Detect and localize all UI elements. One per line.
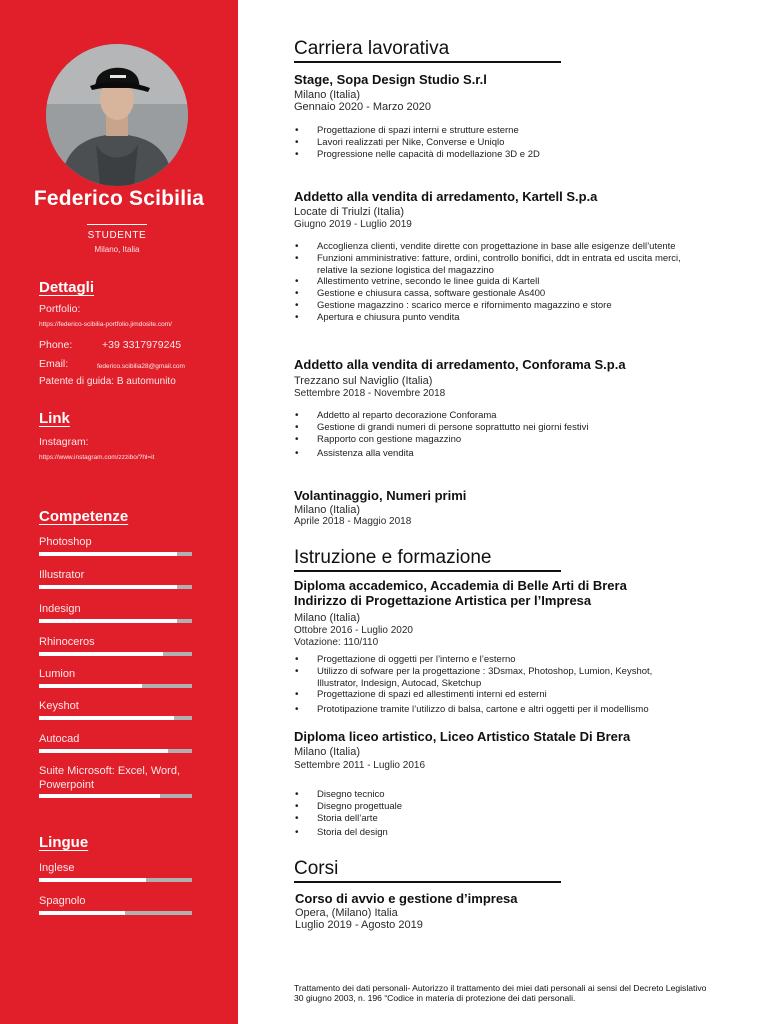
- job-title: Addetto alla vendita di arredamento, Conforama S.p.a: [294, 357, 626, 372]
- skill-bar: [39, 684, 192, 688]
- profile-city: Milano, Italia: [94, 245, 140, 254]
- skill-bar-fill: [39, 684, 142, 688]
- skill-bar-fill: [39, 794, 160, 798]
- list-item: • Funzioni amministrative: fatture, ordini, controllo bonifici, ddt in entrata ed uscita merci, relative la sezione logistica del magazzino: [294, 253, 694, 277]
- language-bar-fill: [39, 911, 125, 915]
- name-divider: [87, 224, 147, 225]
- list-item: • Gestione e chiusura cassa, software gestionale As400: [294, 288, 694, 300]
- profile-role: STUDENTE: [87, 230, 147, 241]
- privacy-statement: Trattamento dei dati personali- Autorizzo il trattamento dei miei dati personali ai sensi del Decreto Legislativo 30 giugno 2003, n. 196 “Codice in materia di protezione dei dati personali.: [294, 983, 707, 1003]
- instagram-label: Instagram:: [39, 436, 89, 448]
- sidebar: [0, 0, 238, 1024]
- job-place: Trezzano sul Naviglio (Italia): [294, 375, 433, 387]
- list-item: • Disegno tecnico: [294, 789, 694, 801]
- list-item: • Utilizzo di sofware per la progettazione : 3Dsmax, Photoshop, Lumion, Keyshot, Illustrator, Indesign, Autocad, Sketchup: [294, 666, 694, 690]
- education-heading-rule: [294, 570, 561, 572]
- list-item: • Progettazione di spazi interni e strutture esterne: [294, 125, 694, 137]
- job-date: Aprile 2018 - Maggio 2018: [294, 516, 412, 527]
- skill-bar-fill: [39, 619, 177, 623]
- career-heading: Carriera lavorativa: [294, 38, 450, 59]
- phone-value[interactable]: +39 3317979245: [102, 339, 182, 351]
- course-title: Corso di avvio e gestione d’impresa: [295, 891, 518, 906]
- skill-label: Suite Microsoft: Excel, Word, Powerpoint: [39, 765, 181, 791]
- list-item: • Prototipazione tramite l’utilizzo di balsa, cartone e altri oggetti per il modellismo: [294, 704, 694, 716]
- skill-bar: [39, 716, 192, 720]
- education-subtitle: Indirizzo di Progettazione Artistica per l’Impresa: [294, 593, 592, 608]
- job-bullet-list: [294, 241, 694, 324]
- education-title: Diploma accademico, Accademia di Belle Arti di Brera: [294, 578, 627, 593]
- course-date: Luglio 2019 - Agosto 2019: [295, 919, 423, 931]
- skill-bar-fill: [39, 585, 177, 589]
- list-item: • Gestione magazzino : scarico merce e rifornimento magazzino e store: [294, 300, 694, 312]
- skill-bar-fill: [39, 716, 174, 720]
- portfolio-link[interactable]: https://federico-scibilia-portfolio.jimdosite.com/: [39, 321, 172, 328]
- profile-portrait-image: [46, 44, 188, 186]
- skill-label: Keyshot: [39, 700, 79, 712]
- profile-photo: [46, 44, 188, 186]
- education-bullet-list: [294, 654, 694, 716]
- skill-bar: [39, 619, 192, 623]
- language-bar: [39, 878, 192, 882]
- skill-bar-fill: [39, 552, 177, 556]
- job-place: Locate di Triulzi (Italia): [294, 206, 405, 218]
- skill-label: Indesign: [39, 603, 81, 615]
- education-bullet-list: [294, 789, 694, 839]
- details-heading: Dettagli: [39, 279, 95, 296]
- course-place: Opera, (Milano) Italia: [295, 907, 398, 919]
- education-date: Ottobre 2016 - Luglio 2020: [294, 625, 413, 636]
- list-item: • Disegno progettuale: [294, 801, 694, 813]
- skill-bar: [39, 749, 192, 753]
- skill-label: Lumion: [39, 668, 76, 680]
- skill-label: Photoshop: [39, 536, 92, 548]
- skill-label: Autocad: [39, 733, 80, 745]
- job-date: Gennaio 2020 - Marzo 2020: [294, 101, 431, 113]
- link-heading: Link: [39, 410, 70, 427]
- skill-bar: [39, 552, 192, 556]
- list-item: • Storia dell’arte: [294, 813, 694, 825]
- education-title: Diploma liceo artistico, Liceo Artistico Statale Di Brera: [294, 729, 631, 744]
- courses-heading: Corsi: [294, 858, 339, 879]
- list-item: • Addetto al reparto decorazione Conforama: [294, 410, 694, 422]
- list-item: • Apertura e chiusura punto vendita: [294, 312, 694, 324]
- profile-name: Federico Scibilia: [33, 187, 205, 210]
- list-item: • Storia del design: [294, 827, 694, 839]
- language-label: Spagnolo: [39, 895, 86, 907]
- job-bullet-list: [294, 410, 694, 460]
- list-item: • Rapporto con gestione magazzino: [294, 434, 694, 446]
- language-label: Inglese: [39, 862, 75, 874]
- skill-bar-fill: [39, 749, 168, 753]
- phone-label: Phone:: [39, 339, 73, 351]
- job-place: Milano (Italia): [294, 89, 361, 101]
- list-item: • Allestimento vetrine, secondo le linee guida di Kartell: [294, 276, 694, 288]
- main-content: [294, 0, 714, 1024]
- instagram-link[interactable]: https://www.instagram.com/zzzibo/?hl=it: [39, 454, 155, 461]
- job-bullet-list: [294, 125, 694, 160]
- job-date: Giugno 2019 - Luglio 2019: [294, 219, 412, 230]
- skill-bar-fill: [39, 652, 163, 656]
- career-heading-rule: [294, 61, 561, 63]
- skill-bar: [39, 585, 192, 589]
- education-date: Settembre 2011 - Luglio 2016: [294, 760, 426, 771]
- list-item: • Progettazione di oggetti per l’interno e l’esterno: [294, 654, 694, 666]
- skill-bar: [39, 652, 192, 656]
- education-place: Milano (Italia): [294, 746, 361, 758]
- job-title: Volantinaggio, Numeri primi: [294, 488, 467, 503]
- language-bar-fill: [39, 878, 146, 882]
- portfolio-label: Portfolio:: [39, 303, 81, 315]
- skills-heading: Competenze: [39, 508, 129, 525]
- job-title: Addetto alla vendita di arredamento, Kartell S.p.a: [294, 189, 598, 204]
- list-item: • Progressione nelle capacità di modellazione 3D e 2D: [294, 149, 694, 161]
- skill-label: Rhinoceros: [39, 636, 95, 648]
- skill-bar: [39, 794, 192, 798]
- list-item: • Lavori realizzati per Nike, Converse e Uniqlo: [294, 137, 694, 149]
- job-title: Stage, Sopa Design Studio S.r.l: [294, 72, 487, 87]
- language-bar: [39, 911, 192, 915]
- list-item: • Assistenza alla vendita: [294, 448, 694, 460]
- education-grade: Votazione: 110/110: [294, 637, 379, 648]
- job-place: Milano (Italia): [294, 504, 361, 516]
- list-item: • Progettazione di spazi ed allestimenti interni ed esterni: [294, 689, 694, 701]
- driving-license: Patente di guida: B automunito: [39, 376, 176, 387]
- email-value[interactable]: federico.scibilia28@gmail.com: [97, 363, 185, 370]
- list-item: • Accoglienza clienti, vendite dirette con progettazione in base alle esigenze dell’utente: [294, 241, 694, 253]
- list-item: • Gestione di grandi numeri di persone soprattutto nei giorni festivi: [294, 422, 694, 434]
- job-date: Settembre 2018 - Novembre 2018: [294, 388, 446, 399]
- email-label: Email:: [39, 358, 69, 370]
- skill-label: Illustrator: [39, 569, 85, 581]
- courses-heading-rule: [294, 881, 561, 883]
- languages-heading: Lingue: [39, 834, 89, 851]
- education-heading: Istruzione e formazione: [294, 547, 492, 568]
- education-place: Milano (Italia): [294, 612, 361, 624]
